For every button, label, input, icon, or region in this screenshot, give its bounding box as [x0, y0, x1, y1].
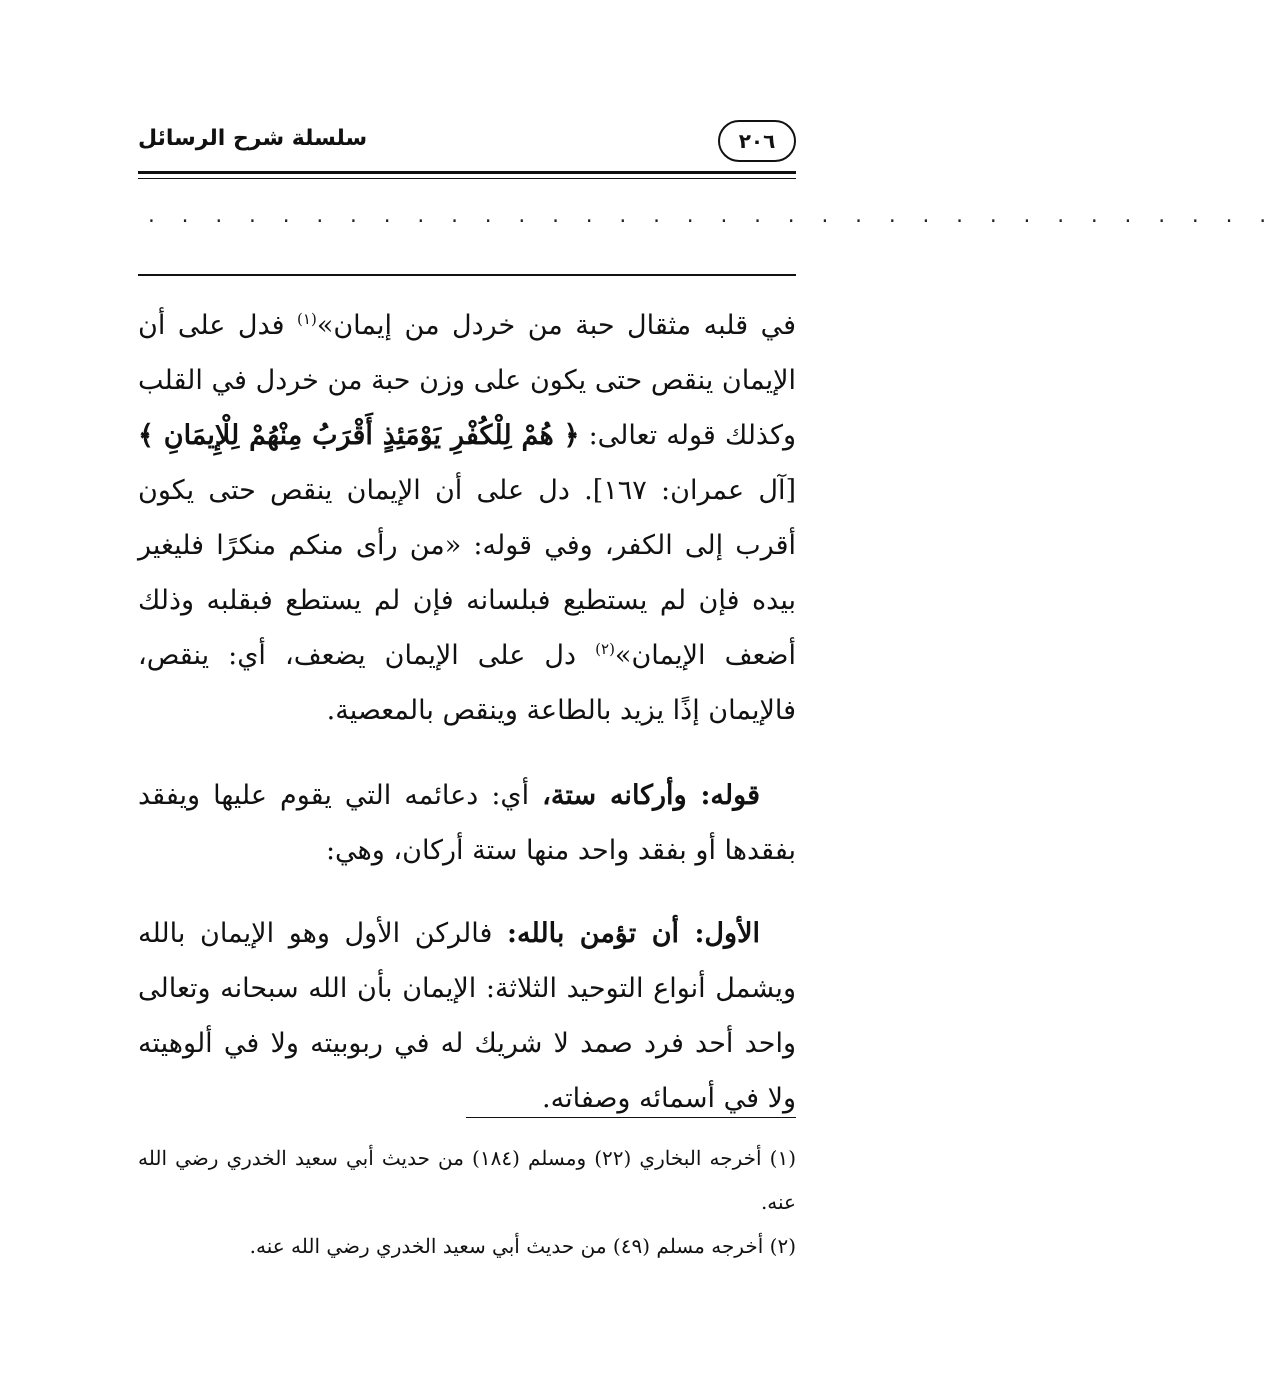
header-rule-thin: [138, 178, 796, 179]
page-number: ٢٠٦: [718, 120, 796, 162]
quran-verse: ﴿ هُمْ لِلْكُفْرِ يَوْمَئِذٍ أَقْرَبُ مِنْهُمْ لِلْإِيمَانِ ﴾: [138, 420, 580, 451]
paragraph-2: [138, 768, 796, 878]
paragraph-1: [138, 298, 796, 738]
series-title: سلسلة شرح الرسائل: [138, 126, 368, 151]
footnote-ref-2: (٢): [595, 640, 615, 658]
p2-text: أي: دعائمه التي يقوم عليها ويفقد بفقدها أو بفقد واحد منها ستة أركان، وهي:: [138, 780, 796, 866]
footnote-2: (٢) أخرجه مسلم (٤٩) من حديث أبي سعيد الخدري رضي الله عنه.: [249, 1234, 796, 1258]
p1-text-b: فدل على أن الإيمان ينقص حتى يكون على وزن حبة من خردل في القلب وكذلك قوله تعالى:: [138, 310, 796, 451]
p1-text-c: [آل عمران: ١٦٧]. دل على أن الإيمان ينقص حتى يكون أقرب إلى الكفر، وفي قوله: «من رأى منكم منكرًا فليغير بيده فإن لم يستطيع فبلسانه فإن لم يستطع فبقلبه وذلك أضعف الإيمان»: [138, 475, 796, 671]
p1-text-a: في قلبه مثقال حبة من خردل من إيمان»: [316, 310, 797, 341]
paragraph-3: [138, 906, 796, 1126]
header-rule-thick: [138, 171, 796, 174]
footnote-1: (١) أخرجه البخاري (٢٢) ومسلم (١٨٤) من حديث أبي سعيد الخدري رضي الله عنه.: [138, 1146, 796, 1214]
p1-text-d: دل على الإيمان يضعف، أي: ينقص، فالإيمان إذًا يزيد بالطاعة وينقص بالمعصية.: [138, 640, 796, 726]
footnotes: [138, 1136, 796, 1268]
running-header: [138, 120, 796, 170]
dotted-separator: . . . . . . . . . . . . . . . . . . . . . . . . . . . . . . . . . .: [146, 206, 1274, 227]
p2-heading: قوله: وأركانه ستة،: [542, 780, 760, 811]
main-text: [138, 298, 796, 1154]
footnote-rule: [466, 1117, 796, 1118]
p3-heading: الأول: أن تؤمن بالله:: [507, 918, 760, 949]
p3-text: فالركن الأول وهو الإيمان بالله ويشمل أنواع التوحيد الثلاثة: الإيمان بأن الله سبحانه وتعالى واحد أحد فرد صمد لا شريك له في ربوبيته ولا في ألوهيته ولا في أسمائه وصفاته.: [138, 918, 796, 1114]
section-rule: [138, 274, 796, 276]
footnote-ref-1: (١): [297, 310, 317, 328]
